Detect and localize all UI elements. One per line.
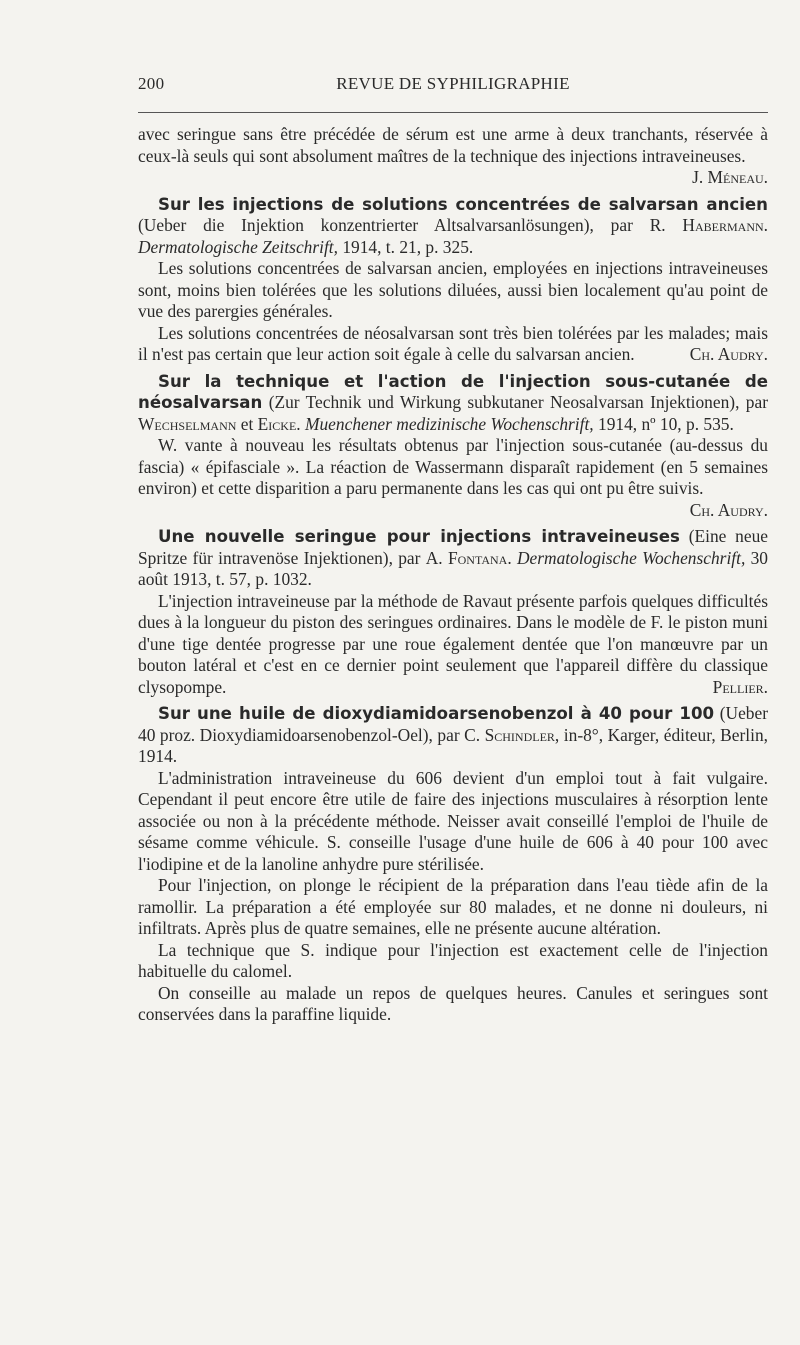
article-4-heading: Sur une huile de dioxydiamidoarsenobenzol à 40 pour 100: [158, 704, 715, 723]
signature: J. Méneau.: [692, 167, 768, 187]
continuation-text: avec seringue sans être précédée de sérum est une arme à deux tranchants, réservée à ceux-là seuls qui sont absolument maîtres de la technique des injections intraveineuses.: [138, 124, 768, 166]
article-3-reference: Une nouvelle seringue pour injections intraveineuses (Eine neue Spritze für intravenöse Injektionen), par A. Fontana. Dermatologische Wochenschrift, 30 août 1913, t. 57, p. 1032.: [138, 526, 768, 589]
article-1-reference: Sur les injections de solutions concentrées de salvarsan ancien (Ueber die Injektion konzentrierter Altsalvarsanlösungen), par R. Habermann. Dermatologische Zeitschrift, 1914, t. 21, p. 325.: [138, 194, 769, 257]
author: R. Habermann.: [649, 215, 769, 235]
author: C. Schindler,: [464, 724, 560, 745]
article-4-paragraph: La technique que S. indique pour l'injection est exactement celle de l'injection habituelle du calomel.: [138, 939, 768, 981]
journal-title: REVUE DE SYPHILIGRAPHIE: [336, 74, 570, 93]
article-1-paragraph: Les solutions concentrées de salvarsan ancien, employées en injections intraveineuses sont, moins bien tolérées que les solutions diluées, aussi bien localement qu'au point de vue des parergies générales.: [138, 258, 768, 321]
page-number: 200: [138, 74, 165, 93]
journal-name: Dermatologische Wochenschrift,: [517, 547, 746, 568]
article-3-paragraph: L'injection intraveineuse par la méthode de Ravaut présente parfois quelques difficultés dues à la longueur du piston des seringues ordinaires. Dans le modèle de F. le piston muni d'une tige dentée progresse par une roue également dentée que l'on manœuvre par un bouton latéral et c'est en ce dernier point seulement que l'appareil diffère du classique clysopompe. Pellier.: [138, 590, 768, 697]
author: Wechselmann: [138, 413, 237, 434]
article-1-heading: Sur les injections de solutions concentrées de salvarsan ancien: [158, 194, 768, 214]
signature: Ch. Audry.: [689, 499, 768, 520]
article-2-reference: Sur la technique et l'action de l'injection sous-cutanée de néosalvarsan (Zur Technik und Wirkung subkutaner Neosalvarsan Injektionen), par Wechselmann et Eicke. Muenchener medizinische Wochenschrift, 1914, nº 10, p. 535.: [138, 371, 768, 434]
article-4-paragraph: On conseille au malade un repos de quelques heures. Canules et seringues sont conservées dans la paraffine liquide.: [138, 982, 768, 1024]
article-2-heading: Sur la technique et l'action de l'injection sous-cutanée de néosalvarsan: [138, 371, 768, 412]
article-4-paragraph: L'administration intraveineuse du 606 devient d'un emploi tout à fait vulgaire. Cependant il peut encore être utile de faire des injections musculaires à résorption lente associée ou non à la précédente méthode. Neisser avait conseillé l'emploi de l'huile de sésame comme véhicule. S. conseille l'usage d'une huile de 606 à 40 pour 100 avec l'iodipine et de la lanoline anhydre pure stérilisée.: [138, 767, 768, 874]
journal-name: Dermatologische Zeitschrift,: [138, 236, 338, 257]
continuation-paragraph: [138, 124, 768, 189]
article-4-reference: Sur une huile de dioxydiamidoarsenobenzol à 40 pour 100 (Ueber 40 proz. Dioxydiamidoarsenobenzol-Oel), par C. Schindler, in-8°, Karger, éditeur, Berlin, 1914.: [138, 703, 768, 766]
article-4-paragraph: Pour l'injection, on plonge le récipient de la préparation dans l'eau tiède afin de la ramollir. La préparation a été employée sur 80 malades, et ne donne ni douleurs, ni infiltrats. Après plus de quatre semaines, elle ne présente aucune altération.: [138, 875, 768, 938]
author: A. Fontana.: [425, 547, 512, 568]
journal-name: Muenchener medizinische Wochenschrift,: [305, 413, 594, 434]
author: Eicke.: [257, 413, 301, 434]
article-1-paragraph: Les solutions concentrées de néosalvarsan sont très bien tolérées par les malades; mais il n'est pas certain que leur action soit égale à celle du salvarsan ancien. Ch. Audry.: [138, 322, 768, 364]
signature: Ch. Audry.: [689, 344, 768, 364]
running-header: [138, 74, 768, 98]
article-3-heading: Une nouvelle seringue pour injections intraveineuses: [158, 527, 680, 546]
article-2-paragraph: W. vante à nouveau les résultats obtenus par l'injection sous-cutanée (au-dessus du fascia) « épifasciale ». La réaction de Wassermann disparaît rapidement (en 5 semaines environ) et cette disparition a paru permanente dans les cas qui ont pu être suivis. Ch. Audry.: [138, 435, 768, 520]
header-rule: [138, 112, 768, 113]
page-body: [138, 124, 768, 1026]
signature: Pellier.: [712, 676, 768, 697]
